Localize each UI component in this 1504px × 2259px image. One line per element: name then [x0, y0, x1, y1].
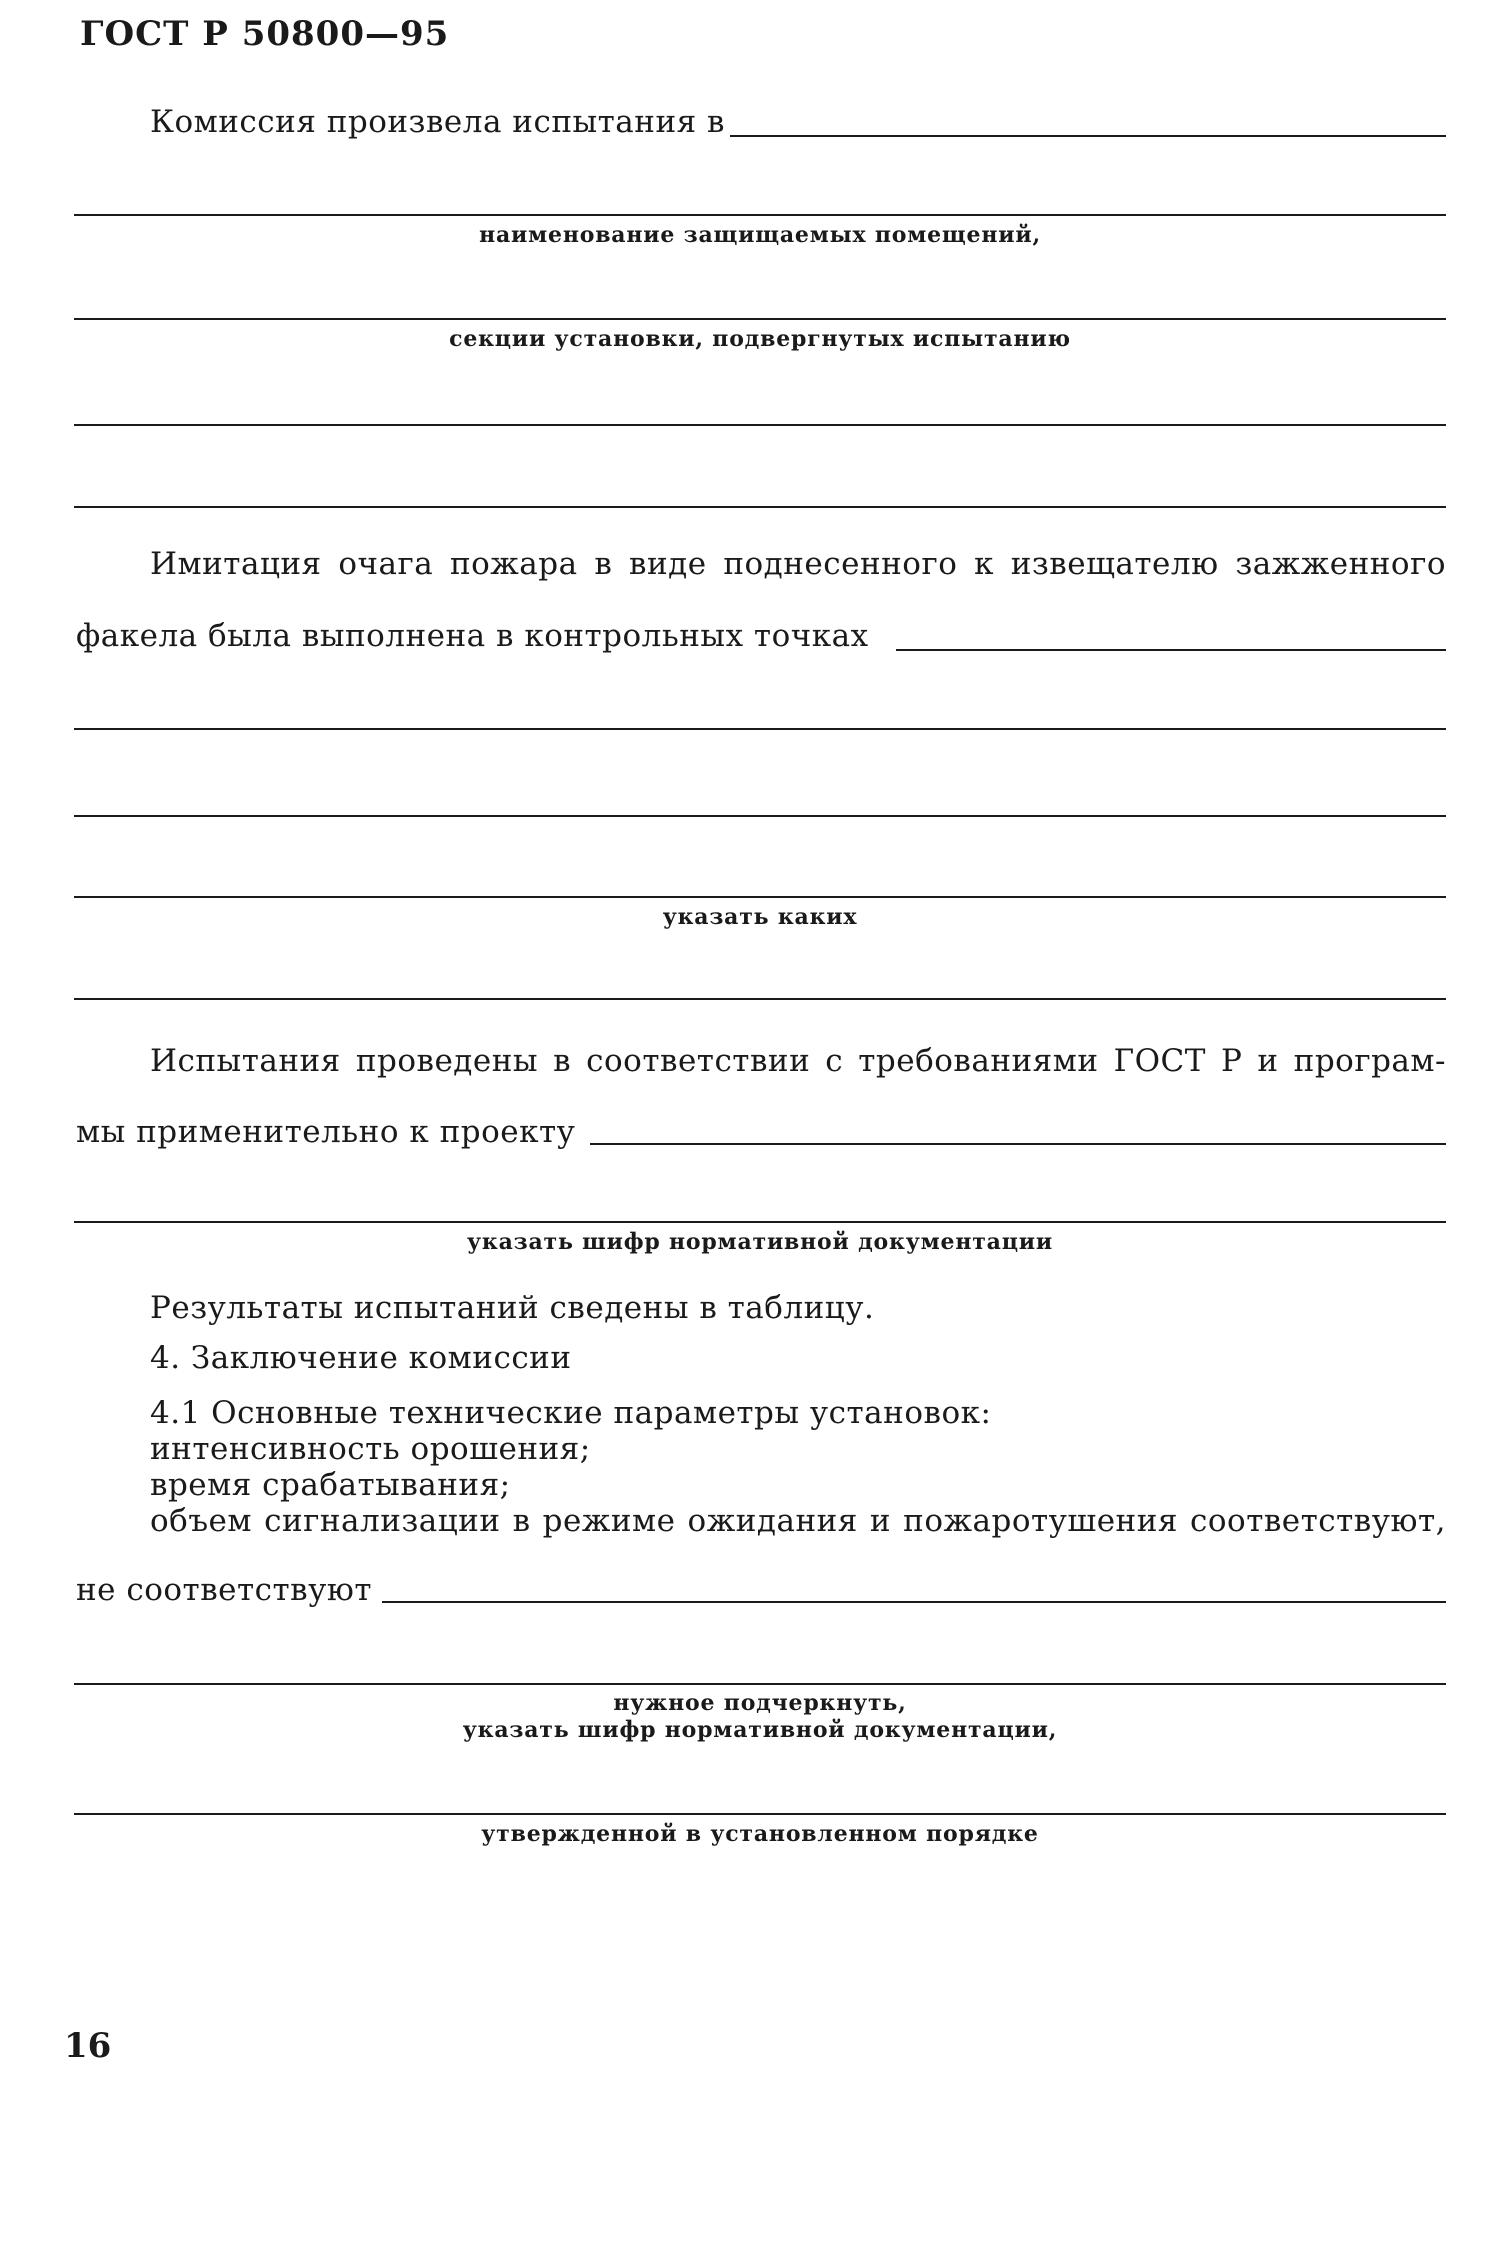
fill-line [382, 1601, 1446, 1603]
caption-approved: утвержденной в установленном порядке [481, 1821, 1039, 1847]
fill-line [590, 1143, 1446, 1145]
tests-conducted-text: Испытания проведены в соответствии с требованиями ГОСТ Р и програм- [150, 1043, 1446, 1079]
fill-line [74, 506, 1446, 508]
control-points-text: факела была выполнена в контрольных точках [76, 618, 869, 654]
caption-specify-which: указать каких [662, 904, 858, 930]
caption-normative-doc-2: указать шифр нормативной документации, [462, 1717, 1058, 1743]
caption-protected-premises: наименование защищаемых помещений, [479, 222, 1041, 248]
fill-line [74, 318, 1446, 320]
caption-underline-needed: нужное подчеркнуть, [613, 1690, 907, 1716]
not-comply-text: не соответствуют [76, 1572, 372, 1608]
fill-line [896, 649, 1446, 651]
fill-line [74, 214, 1446, 216]
caption-installation-sections: секции установки, подвергнутых испытанию [449, 326, 1071, 352]
fill-line [74, 896, 1446, 898]
param-time: время срабатывания; [150, 1467, 511, 1503]
fill-line [74, 424, 1446, 426]
commission-tested-text: Комиссия произвела испытания в [150, 104, 725, 140]
page-number: 16 [64, 2026, 112, 2066]
fill-line [74, 1683, 1446, 1685]
project-text: мы применительно к проекту [76, 1114, 576, 1150]
fire-imitation-text: Имитация очага пожара в виде поднесенного к извещателю зажженного [150, 546, 1446, 582]
results-text: Результаты испытаний сведены в таблицу. [150, 1290, 875, 1326]
param-intensity: интенсивность орошения; [150, 1431, 591, 1467]
fill-line [74, 728, 1446, 730]
param-volume: объем сигнализации в режиме ожидания и пожаротушения соответствуют, [150, 1503, 1446, 1539]
fill-line [74, 815, 1446, 817]
item-4-1: 4.1 Основные технические параметры установок: [150, 1395, 992, 1431]
fill-line [74, 1813, 1446, 1815]
caption-normative-doc: указать шифр нормативной документации [467, 1229, 1053, 1255]
document-header: ГОСТ Р 50800—95 [80, 14, 450, 54]
conclusion-heading: 4. Заключение комиссии [150, 1340, 572, 1376]
fill-line [74, 998, 1446, 1000]
fill-line [74, 1221, 1446, 1223]
fill-line [730, 135, 1446, 137]
